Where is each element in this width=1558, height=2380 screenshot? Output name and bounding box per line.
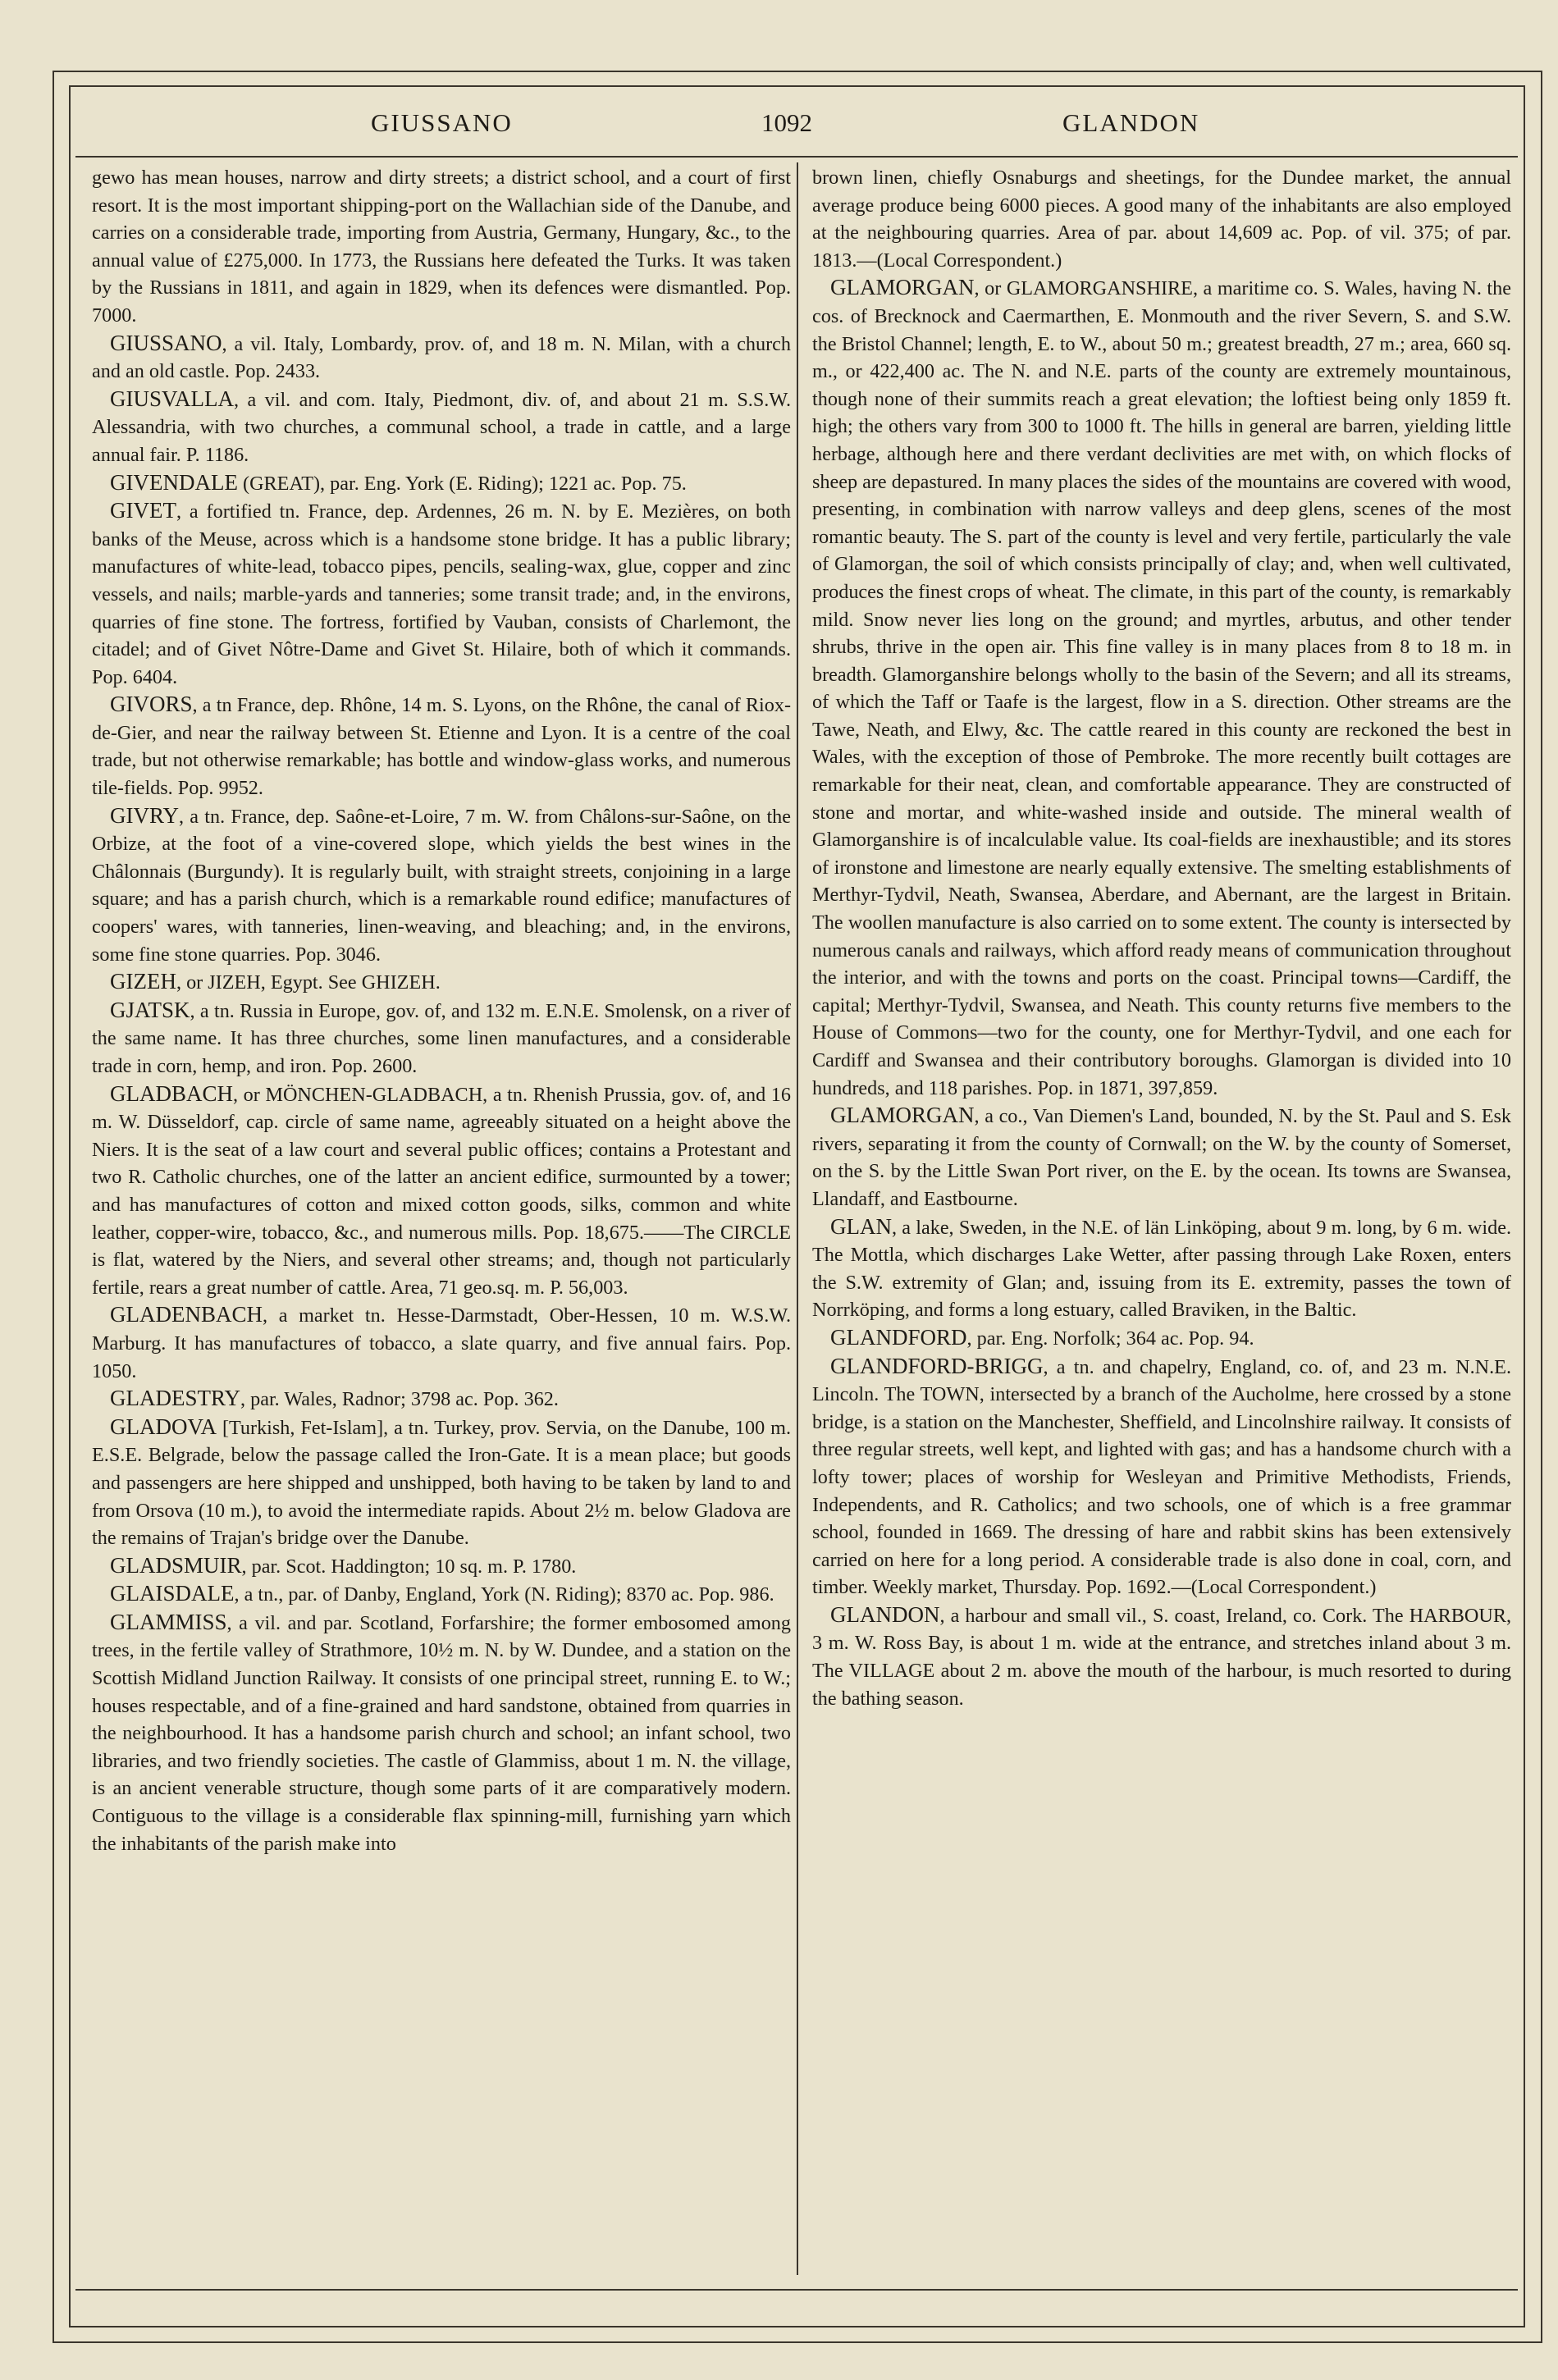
entry-text: gewo has mean houses, narrow and dirty streets; a district school, and a court of first resort. It is the most important shipping-port on the Wallachian side of the Danube, and carries on a considerable trade, importing from Austria, Germany, Hungary, &c., to the annual value of £275,000. In 1773, the Russians here defeated the Turks. It was taken by the Russians in 1811, and again in 1829, when its defences were dismantled. Pop. 7000. [92, 167, 791, 327]
left-column [92, 164, 791, 2264]
column-divider [797, 162, 798, 2275]
entry-headword: GLADOVA [110, 1414, 217, 1439]
gazetteer-entry [812, 164, 1511, 274]
header-right-catchword: GLANDON [1062, 108, 1200, 137]
entry-text: , a tn France, dep. Rhône, 14 m. S. Lyons, on the Rhône, the canal of Riox-de-Gier, and near the railway between St. Etienne and Lyon. It is a centre of the coal trade, but not otherwise remarkable; has bottle and window-glass works, and numerous tile-fields. Pop. 9952. [92, 694, 791, 800]
entry-text: , par. Eng. Norfolk; 364 ac. Pop. 94. [966, 1327, 1254, 1350]
header-rule [75, 156, 1518, 158]
entry-text: , a vil. Italy, Lombardy, prov. of, and 18 m. N. Milan, with a church and an old castle. Pop. 2433. [92, 332, 791, 383]
entry-text: , a vil. and com. Italy, Piedmont, div. of, and about 21 m. S.S.W. Alessandria, with two churches, a communal school, a trade in cattle, and a large annual fair. P. 1186. [92, 388, 791, 466]
gazetteer-entry [92, 1580, 791, 1609]
gazetteer-entry [92, 497, 791, 691]
gazetteer-entry [812, 274, 1511, 1102]
entry-headword: GLADENBACH [110, 1302, 263, 1327]
entry-headword: GLAMMISS [110, 1609, 227, 1634]
gazetteer-entry [92, 1385, 791, 1414]
entry-text: , par. Wales, Radnor; 3798 ac. Pop. 362. [240, 1388, 559, 1411]
entry-headword: GJATSK [110, 997, 190, 1022]
entry-text: , a vil. and par. Scotland, Forfarshire; the former embosomed among trees, in the fertile valley of Strathmore, 10½ m. N. by W. Dundee, and a station on the Scottish Midland Junction Railway. It consists of one principal street, running E. to W.; houses respectable, and of a fine-grained and hard sandstone, obtained from quarries in the neighbourhood. It has a handsome parish church and school; an infant school, two libraries, and two friendly societies. The castle of Glammiss, about 1 m. N. the village, is an ancient venerable structure, though some parts of it are comparatively modern. Contiguous to the village is a considerable flax spinning-mill, furnishing yarn which the inhabitants of the parish make into [92, 1611, 791, 1855]
gazetteer-entry [812, 1324, 1511, 1353]
entry-text: , or GLAMORGANSHIRE, a maritime co. S. Wales, having N. the cos. of Brecknock and Caermarthen, E. Monmouth and the river Severn, S. and S.W. the Bristol Channel; length, E. to W., about 50 m.; greatest breadth, 27 m.; area, 660 sq. m., or 422,400 ac. The N. and N.E. parts of the county are extremely mountainous, though none of their summits reach a great elevation; the loftiest being only 1859 ft. high; the others vary from 300 to 1000 ft. The hills in general are barren, yielding little herbage, although here and there verdant declivities are met with, on which flocks of sheep are depastured. In many places the sides of the mountains are covered with wood, presenting, in combination with narrow valleys and deep glens, scenes of the most romantic beauty. The S. part of the county is level and very fertile, particularly the vale of Glamorgan, the soil of which consists principally of clay; and, when well cultivated, produces the finest crops of wheat. The climate, in this part of the county, is remarkably mild. Snow never lies long on the ground; and myrtles, arbutus, and other tender shrubs, thrive in the open air. This fine valley is in many places from 8 to 18 m. in breadth. Glamorganshire belongs wholly to the basin of the Severn; and all its streams, of which the Taff or Taafe is the largest, flow in a S. direction. Other streams are the Tawe, Neath, and Elwy, &c. The cattle reared in this county are reckoned the best in Wales, with the exception of those of Pembroke. The more recently built cottages are remarkable for their neat, clean, and comfortable appearance. They are constructed of stone and mortar, and white-washed inside and outside. The mineral wealth of Glamorganshire is of incalculable value. Its coal-fields are inexhaustible; and its stores of ironstone and limestone are nearly equally extensive. The smelting establishments of Merthyr-Tydvil, Neath, Swansea, Aberdare, and Abernant, are the largest in Britain. The woollen manufacture is also carried on to some extent. The county is intersected by numerous canals and railways, which afford ready means of communication throughout the interior, and with the towns and ports on the coast. Principal towns—Cardiff, the capital; Merthyr-Tydvil, Swansea, and Neath. This county returns five members to the House of Commons—two for the county, one for Merthyr-Tydvil, and one each for Cardiff and Swansea and their contributory boroughs. Glamorgan is divided into 10 hundreds, and 118 parishes. Pop. in 1871, 397,859. [812, 277, 1511, 1099]
running-header [0, 108, 1558, 149]
entry-headword: GLAN [830, 1213, 892, 1239]
entry-text: , a tn. France, dep. Saône-et-Loire, 7 m. W. from Châlons-sur-Saône, on the Orbize, at the foot of a vine-covered slope, which yields the best wines in the Châlonnais (Burgundy). It is regularly built, with straight streets, conjoining in a large square; and has a parish church, which is a remarkable round edifice; manufactures of coopers' wares, with tanneries, linen-weaving, and bleaching; and, in the environs, some fine stone quarries. Pop. 3046. [92, 805, 791, 966]
entry-text: , a harbour and small vil., S. coast, Ireland, co. Cork. The HARBOUR, 3 m. W. Ross Bay, is about 1 m. wide at the entrance, and stretches inland about 3 m. The VILLAGE about 2 m. above the mouth of the harbour, is much resorted to during the bathing season. [812, 1604, 1511, 1710]
gazetteer-entry [92, 164, 791, 330]
gazetteer-entry [92, 997, 791, 1080]
entry-headword: GIUSVALLA [110, 386, 235, 411]
entry-headword: GLANDFORD [830, 1324, 967, 1350]
entry-text: , a market tn. Hesse-Darmstadt, Ober-Hessen, 10 m. W.S.W. Marburg. It has manufactures of tobacco, a slate quarry, and five annual fairs. Pop. 1050. [92, 1304, 791, 1382]
right-column [812, 164, 1511, 2264]
entry-headword: GLADESTRY [110, 1386, 241, 1411]
gazetteer-entry [92, 1609, 791, 1857]
footer-rule [75, 2289, 1518, 2291]
entry-text: , par. Scot. Haddington; 10 sq. m. P. 1780. [241, 1555, 577, 1578]
entry-headword: GLAMORGAN [830, 1103, 975, 1128]
entry-text: , a tn. and chapelry, England, co. of, and 23 m. N.N.E. Lincoln. The TOWN, intersected by a branch of the Aucholme, here crossed by a stone bridge, is a station on the Manchester, Sheffield, and Lincolnshire railway. It consists of three regular streets, well kept, and lighted with gas; and has a handsome church with a lofty tower; places of worship for Wesleyan and Primitive Methodists, Friends, Independents, and R. Catholics; and two schools, one of which is a free grammar school, founded in 1669. The dressing of hare and rabbit skins has been extensively carried on here for a long period. A considerable trade is also done in coal, corn, and timber. Weekly market, Thursday. Pop. 1692.—(Local Correspondent.) [812, 1355, 1511, 1599]
entry-text: , a lake, Sweden, in the N.E. of län Linköping, about 9 m. long, by 6 m. wide. The Mottla, which discharges Lake Wetter, after passing through Lake Roxen, enters the S.W. extremity of Glan; and, issuing from its E. extremity, passes the town of Norrköping, and forms a long estuary, called Braviken, in the Baltic. [812, 1216, 1511, 1322]
entry-headword: GLANDON [830, 1601, 940, 1627]
entry-headword: GLANDFORD-BRIGG [830, 1353, 1044, 1378]
entry-headword: GLADBACH [110, 1080, 234, 1106]
gazetteer-entry [92, 1414, 791, 1552]
entry-text: , a tn., par. of Danby, England, York (N. Riding); 8370 ac. Pop. 986. [234, 1583, 774, 1606]
entry-text: (GREAT), par. Eng. York (E. Riding); 1221 ac. Pop. 75. [237, 472, 687, 495]
gazetteer-entry [812, 1353, 1511, 1601]
entry-text: [Turkish, Fet-Islam], a tn. Turkey, prov. Servia, on the Danube, 100 m. E.S.E. Belgrade, below the passage called the Iron-Gate. It is a mean place; but goods and passengers are here shipped and unshipped, both having to be taken by land to and from Orsova (10 m.), to avoid the intermediate rapids. About 2½ m. below Gladova are the remains of Trajan's bridge over the Danube. [92, 1416, 791, 1550]
gazetteer-entry [92, 691, 791, 802]
gazetteer-entry [92, 1080, 791, 1302]
gazetteer-entry [92, 386, 791, 469]
gazetteer-entry [812, 1102, 1511, 1213]
gazetteer-entry [92, 469, 791, 498]
entry-headword: GIUSSANO [110, 330, 222, 355]
entry-text: , a tn. Russia in Europe, gov. of, and 132 m. E.N.E. Smolensk, on a river of the same name. It has three churches, some linen manufactures, and a considerable trade in corn, hemp, and iron. Pop. 2600. [92, 999, 791, 1077]
entry-text: , a fortified tn. France, dep. Ardennes, 26 m. N. by E. Mezières, on both banks of the Meuse, across which is a handsome stone bridge. It has a public library; manufactures of white-lead, tobacco pipes, pencils, sealing-wax, glue, copper and zinc vessels, and nails; marble-yards and tanneries; some transit trade; and, in the environs, quarries of fine stone. The fortress, fortified by Vauban, consists of Charlemont, the citadel; and of Givet Nôtre-Dame and Givet St. Hilaire, both of which it commands. Pop. 6404. [92, 500, 791, 688]
entry-text: , or MÖNCHEN-GLADBACH, a tn. Rhenish Prussia, gov. of, and 16 m. W. Düsseldorf, cap. circle of same name, agreeably situated on a height above the Niers. It is the seat of a law court and several public offices; contains a Protestant and two R. Catholic churches, one of the latter an ancient edifice, surmounted by a tower; and has manufactures of cotton and mixed cotton goods, silks, common and white leather, copper-wire, tobacco, &c., and numerous mills. Pop. 18,675.——The CIRCLE is flat, watered by the Niers, and several other streams; and, though not particularly fertile, rears a great number of cattle. Area, 71 geo.sq. m. P. 56,003. [92, 1083, 791, 1299]
entry-headword: GIVENDALE [110, 469, 238, 495]
gazetteer-entry [812, 1213, 1511, 1324]
entry-headword: GIVET [110, 498, 176, 523]
gazetteer-entry [92, 802, 791, 969]
entry-headword: GIVRY [110, 802, 180, 828]
entry-text: , a co., Van Diemen's Land, bounded, N. by the St. Paul and S. Esk rivers, separating it from the county of Cornwall; on the W. by the county of Somerset, on the S. by the Little Swan Port river, on the E. by the ocean. Its towns are Swansea, Llandaff, and Eastbourne. [812, 1105, 1511, 1210]
gazetteer-entry [92, 330, 791, 386]
page-number: 1092 [761, 108, 812, 137]
entry-text: , or JIZEH, Egypt. See GHIZEH. [176, 971, 441, 994]
entry-headword: GLAMORGAN [830, 275, 975, 300]
gazetteer-entry [92, 968, 791, 997]
entry-headword: GLADSMUIR [110, 1552, 242, 1578]
entry-headword: GLAISDALE [110, 1581, 235, 1606]
gazetteer-entry [812, 1601, 1511, 1712]
gazetteer-entry [92, 1301, 791, 1385]
entry-headword: GIVORS [110, 692, 193, 717]
entry-text: brown linen, chiefly Osnaburgs and sheetings, for the Dundee market, the annual average produce being 6000 pieces. A good many of the inhabitants are also employed at the neighbouring quarries. Area of par. about 14,609 ac. Pop. of vil. 375; of par. 1813.—(Local Correspondent.) [812, 167, 1511, 272]
gazetteer-entry [92, 1552, 791, 1581]
entry-headword: GIZEH [110, 969, 176, 994]
header-left-catchword: GIUSSANO [371, 108, 513, 137]
